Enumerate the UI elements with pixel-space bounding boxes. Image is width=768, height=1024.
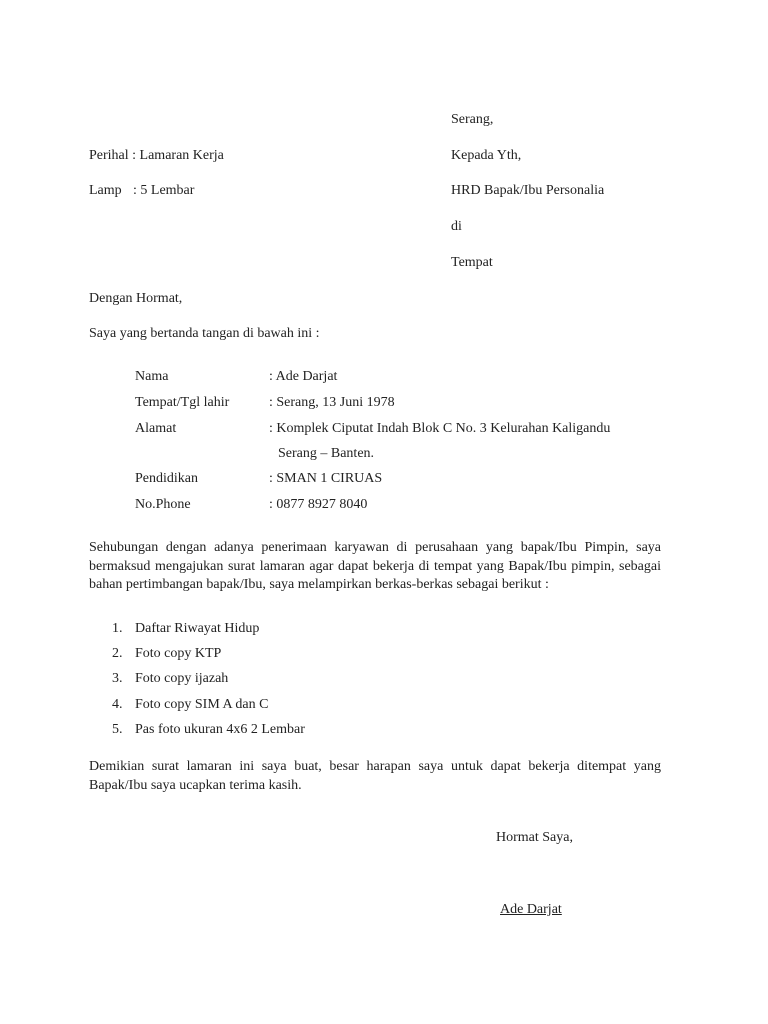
- education-value: : SMAN 1 CIRUAS: [269, 471, 383, 486]
- phone-label: No.Phone: [135, 497, 191, 512]
- birth-value: : Serang, 13 Juni 1978: [269, 395, 395, 410]
- list-item: Pas foto ukuran 4x6 2 Lembar: [135, 722, 305, 737]
- list-item: Foto copy SIM A dan C: [135, 697, 269, 712]
- education-label: Pendidikan: [135, 471, 198, 486]
- list-item: Foto copy KTP: [135, 646, 222, 661]
- list-item-number: 3.: [112, 671, 123, 686]
- attachment-count-value: : 5 Lembar: [133, 183, 195, 198]
- signature-salutation: Hormat Saya,: [496, 830, 573, 845]
- recipient-line-2: HRD Bapak/Ibu Personalia: [451, 183, 605, 198]
- name-label: Nama: [135, 369, 169, 384]
- body-paragraph: Sehubungan dengan adanya penerimaan karyawan di perusahaan yang bapak/Ibu Pimpin, saya bermaksud mengajukan surat lamaran agar dapat bekerja di tempat yang Bapak/Ibu pimpin, sebagai bahan pertimbangan bapak/Ibu, saya melampirkan berkas-berkas sebagai berikut :: [89, 540, 661, 592]
- name-value: : Ade Darjat: [269, 369, 338, 384]
- phone-value: : 0877 8927 8040: [269, 497, 368, 512]
- list-item: Daftar Riwayat Hidup: [135, 621, 260, 636]
- list-item-number: 4.: [112, 697, 123, 712]
- recipient-line-4: Tempat: [451, 255, 493, 270]
- attachment-count-label: Lamp: [89, 183, 122, 198]
- signature-name: Ade Darjat: [500, 902, 562, 917]
- place-date: Serang,: [451, 112, 494, 127]
- address-value-line-2: Serang – Banten.: [278, 446, 375, 461]
- list-item-number: 5.: [112, 722, 123, 737]
- address-label: Alamat: [135, 421, 177, 436]
- greeting: Dengan Hormat,: [89, 291, 183, 306]
- subject-line: Perihal : Lamaran Kerja: [89, 148, 224, 163]
- recipient-line-3: di: [451, 219, 462, 234]
- intro-line: Saya yang bertanda tangan di bawah ini :: [89, 326, 320, 341]
- recipient-line-1: Kepada Yth,: [451, 148, 522, 163]
- list-item: Foto copy ijazah: [135, 671, 229, 686]
- list-item-number: 1.: [112, 621, 123, 636]
- closing-paragraph: Demikian surat lamaran ini saya buat, besar harapan saya untuk dapat bekerja ditempat yang Bapak/Ibu saya ucapkan terima kasih.: [89, 759, 661, 793]
- birth-label: Tempat/Tgl lahir: [135, 395, 230, 410]
- list-item-number: 2.: [112, 646, 123, 661]
- address-value-line-1: : Komplek Ciputat Indah Blok C No. 3 Kelurahan Kaligandu: [269, 421, 611, 436]
